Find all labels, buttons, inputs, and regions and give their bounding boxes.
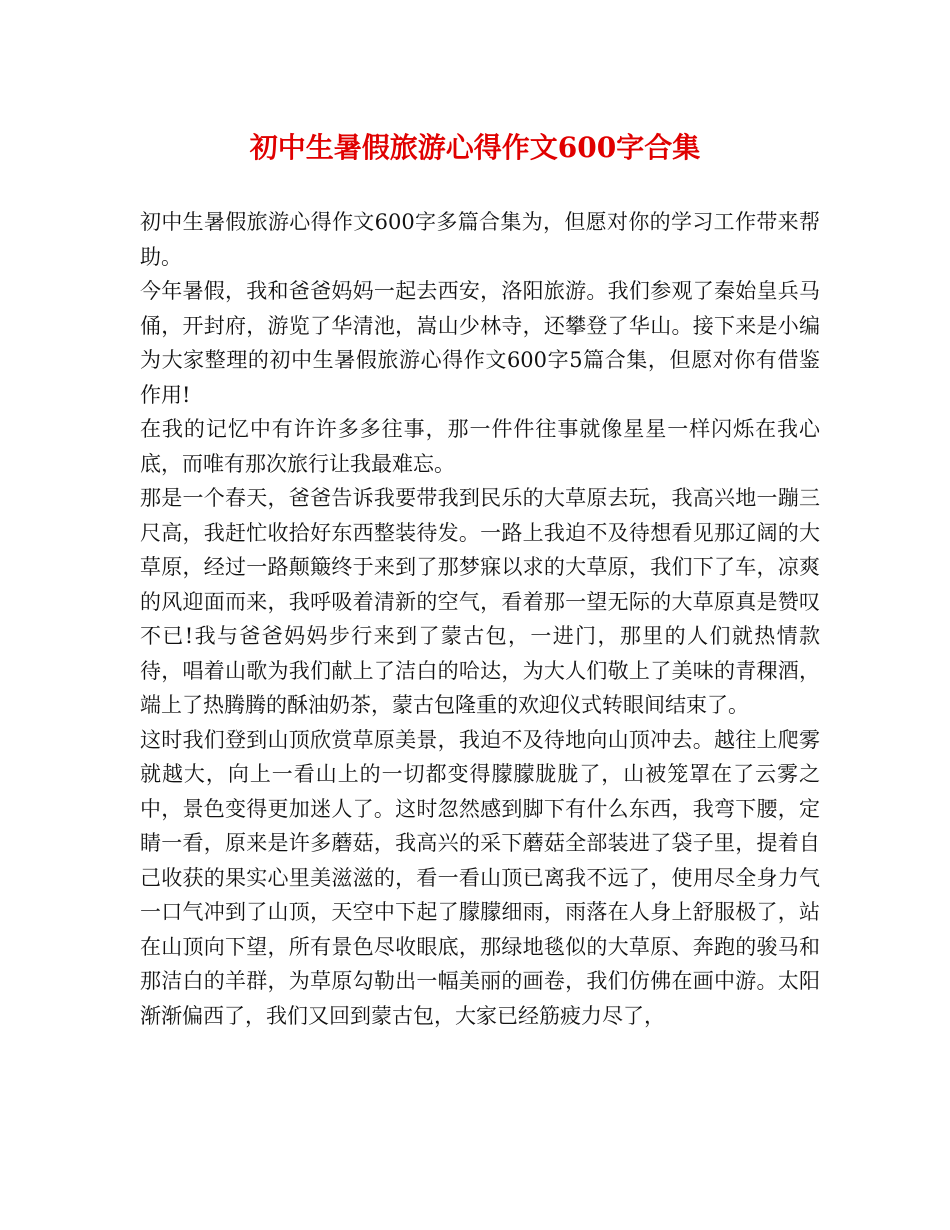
paragraph-memory: 在我的记忆中有许许多多往事，那一件件往事就像星星一样闪烁在我心底，而唯有那次旅行让我最难忘。 (140, 417, 820, 476)
paragraph-mountain: 这时我们登到山顶欣赏草原美景，我迫不及待地向山顶冲去。越往上爬雾就越大，向上一看山上的一切都变得朦朦胧胧了，山被笼罩在了云雾之中，景色变得更加迷人了。这时忽然感到脚下有什么东西，我弯下腰，定睛一看，原来是许多蘑菇，我高兴的采下蘑菇全部装进了袋子里，提着自己收获的果实心里美滋滋的，看一看山顶已离我不远了，使用尽全身力气一口气冲到了山顶，天空中下起了朦朦细雨，雨落在人身上舒服极了，站在山顶向下望，所有景色尽收眼底，那绿地毯似的大草原、奔跑的骏马和那洁白的羊群，为草原勾勒出一幅美丽的画卷，我们仿佛在画中游。太阳渐渐偏西了，我们又回到蒙古包，大家已经筋疲力尽了， (140, 727, 820, 1028)
paragraph-intro: 初中生暑假旅游心得作文600字多篇合集为，但愿对你的学习工作带来帮助。 (140, 210, 820, 269)
paragraph-grassland: 那是一个春天，爸爸告诉我要带我到民乐的大草原去玩，我高兴地一蹦三尺高，我赶忙收拾好东西整装待发。一路上我迫不及待想看见那辽阔的大草原，经过一路颠簸终于来到了那梦寐以求的大草原，我们下了车，凉爽的风迎面而来，我呼吸着清新的空气，看着那一望无际的大草原真是赞叹不已!我与爸爸妈妈步行来到了蒙古包，一进门，那里的人们就热情款待，唱着山歌为我们献上了洁白的哈达，为大人们敬上了美味的青稞酒，端上了热腾腾的酥油奶茶，蒙古包隆重的欢迎仪式转眼间结束了。 (140, 486, 820, 717)
paragraph-summer-trip: 今年暑假，我和爸爸妈妈一起去西安，洛阳旅游。我们参观了秦始皇兵马俑，开封府，游览了华清池，嵩山少林寺，还攀登了华山。接下来是小编为大家整理的初中生暑假旅游心得作文600字5篇合集，但愿对你有借鉴作用! (140, 279, 820, 407)
document-title: 初中生暑假旅游心得作文600字合集 (249, 131, 701, 164)
document-body (140, 205, 820, 1033)
